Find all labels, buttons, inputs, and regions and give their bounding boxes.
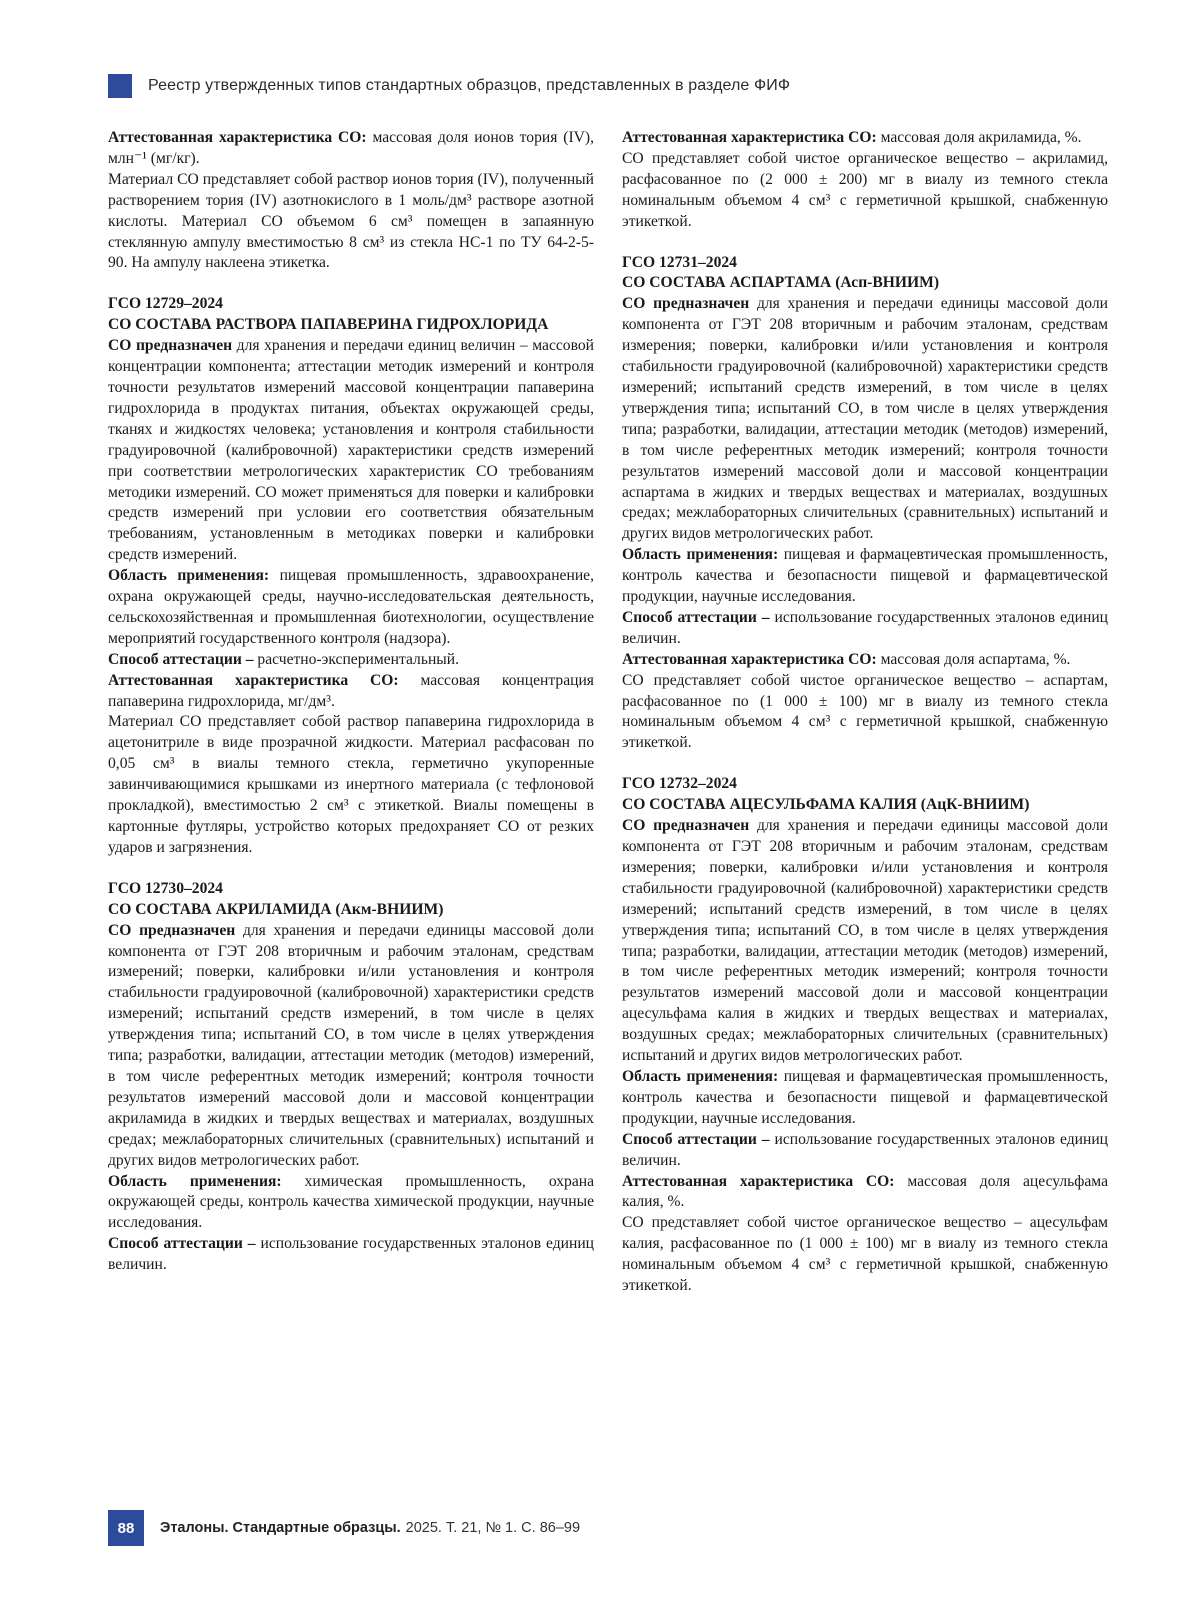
char-label: Аттестованная характеристика СО: xyxy=(622,650,877,668)
char-text: массовая доля ацесульфама калия, %. xyxy=(622,1172,1108,1211)
entry-code: ГСО 12729–2024 xyxy=(108,295,223,313)
char-label: Аттестованная характеристика СО: xyxy=(108,129,367,146)
entry-title: СО СОСТАВА АСПАРТАМА (Асп-ВНИИМ) xyxy=(622,274,940,292)
method-text: использование государственных эталонов единиц величин. xyxy=(622,608,1109,647)
method-text: использование государственных эталонов единиц величин. xyxy=(622,1130,1109,1169)
area-label: Область применения: xyxy=(622,546,779,564)
char-text: массовая доля акриламида, %. xyxy=(880,129,1082,146)
area-text: химическая промышленность, охрана окружающей среды, контроль качества химической продукции, научные исследования. xyxy=(108,1172,595,1232)
page-number: 88 xyxy=(108,1510,144,1546)
method-label: Способ аттестации – xyxy=(108,650,254,668)
entry-method xyxy=(622,1130,1108,1172)
entry-title: СО СОСТАВА АЦЕСУЛЬФАМА КАЛИЯ (АцК-ВНИИМ) xyxy=(622,796,1030,814)
entry-code: ГСО 12730–2024 xyxy=(108,879,223,897)
area-text: пищевая и фармацевтическая промышленность, контроль качества и безопасности пищевой и фармацевтической продукции, научные исследования. xyxy=(622,1067,1109,1127)
intro-characteristic xyxy=(108,128,594,170)
entry-code: ГСО 12731–2024 xyxy=(622,253,737,271)
char-text: массовая доля аспартама, %. xyxy=(880,650,1071,668)
purpose-text: для хранения и передачи единиц величин – массовой концентрации компонента; аттестации методик измерений и контроля точности результатов измерений массовой концентрации папаверина гидрохлорида в продуктах питания, объектах окружающей среды, тканях и жидкостях человека; установления и контроля стабильности градуировочной (калибровочной) характеристики средств измерений при соответствии метрологических характеристик СО требованиям методики измерений. СО может применяться для поверки и калибровки средств измерений при условии его соответствия обязательным требованиям, установленным в методиках поверки и калибровки средств измерений. xyxy=(108,337,594,564)
header-square-icon xyxy=(108,74,132,98)
entry-method xyxy=(622,608,1108,650)
char-label: Аттестованная характеристика СО: xyxy=(622,1172,895,1190)
entry-title: СО СОСТАВА РАСТВОРА ПАПАВЕРИНА ГИДРОХЛОРИДА xyxy=(108,316,549,334)
entry-characteristic xyxy=(108,671,594,713)
purpose-text: для хранения и передачи единицы массовой доли компонента от ГЭТ 208 вторичным и рабочим эталонам, средствам измерения; поверки, калибровки и/или установления и контроля стабильности градуировочной (калибровочной) характеристики средств измерений; испытаний средств измерений, в том числе в целях утверждения типа; испытаний СО, в том числе в целях утверждения типа; разработки, валидации, аттестации методик (методов) измерений, в том числе референтных методик измерений; контроля точности результатов измерений массовой доли и массовой концентрации ацесульфама калия в жидких и твердых веществах и материалах, воздушных средах; межлабораторных сличительных (сравнительных) испытаний и других видов метрологических работ. xyxy=(622,817,1108,1065)
purpose-label: СО предназначен xyxy=(108,337,233,355)
journal-citation: 2025. Т. 21, № 1. С. 86–99 xyxy=(405,1520,581,1536)
area-label: Область применения: xyxy=(108,1172,282,1190)
char-text: массовая концентрация папаверина гидрохлорида, мг/дм³. xyxy=(108,671,594,710)
entry-material: Материал СО представляет собой раствор папаверина гидрохлорида в ацетонитриле в виде прозрачной жидкости. Материал расфасован по 0,05 см³ в виалы темного стекла, герметично укупоренные завинчивающимися крышками из инертного материала (с тефлоновой прокладкой), вместимостью 2 см³ с этикеткой. Виалы помещены в картонные футляры, устройство которых предохраняет СО от резких ударов и загрязнения. xyxy=(108,713,594,856)
method-text: расчетно-экспериментальный. xyxy=(257,650,460,668)
entry-purpose xyxy=(622,294,1108,545)
intro-material: Материал СО представляет собой раствор ионов тория (IV), полученный растворением тория (IV) азотнокислого в 1 моль/дм³ растворе азотной кислоты. Материал СО объемом 6 см³ помещен в запаянную стеклянную ампулу вместимостью 8 см³ из стекла НС-1 по ТУ 64-2-5-90. На ампулу наклеена этикетка. xyxy=(108,170,594,272)
area-text: пищевая промышленность, здравоохранение, охрана окружающей среды, научно-исследовательская деятельность, сельскохозяйственная и промышленная биотехнологии, осуществление мероприятий государственного контроля (надзора). xyxy=(108,567,594,647)
entry-area xyxy=(108,566,594,650)
entry-purpose xyxy=(108,921,594,1172)
entry-purpose xyxy=(622,816,1108,1067)
method-label: Способ аттестации – xyxy=(622,608,770,626)
left-column xyxy=(108,128,594,1276)
header-title: Реестр утвержденных типов стандартных образцов, представленных в разделе ФИФ xyxy=(148,77,791,94)
running-header xyxy=(108,74,790,98)
area-text: пищевая и фармацевтическая промышленность, контроль качества и безопасности пищевой и фармацевтической продукции, научные исследования. xyxy=(622,546,1109,606)
purpose-label: СО предназначен xyxy=(108,921,236,939)
char-label: Аттестованная характеристика СО: xyxy=(622,129,877,146)
right-column xyxy=(622,128,1108,1297)
entry-code: ГСО 12732–2024 xyxy=(622,775,737,793)
area-label: Область применения: xyxy=(108,567,270,585)
entry-characteristic xyxy=(622,1172,1108,1214)
entry-material: СО представляет собой чистое органическое вещество – ацесульфам калия, расфасованное по (1 000 ± 100) мг в виалу из темного стекла номинальным объемом 4 см³ с герметичной крышкой, снабженную этикеткой. xyxy=(622,1214,1108,1295)
method-label: Способ аттестации – xyxy=(622,1130,770,1148)
char-label: Аттестованная характеристика СО: xyxy=(108,671,399,689)
entry-method xyxy=(108,650,594,671)
purpose-text: для хранения и передачи единицы массовой доли компонента от ГЭТ 208 вторичным и рабочим эталонам, средствам измерения; поверки, калибровки и/или установления и контроля стабильности градуировочной (калибровочной) характеристики средств измерений; испытаний средств измерений, в том числе в целях утверждения типа; испытаний СО, в том числе в целях утверждения типа; разработки, валидации, аттестации методик (методов) измерений, в том числе референтных методик измерений; контроля точности результатов измерений массовой доли и массовой концентрации аспартама в жидких и твердых веществах и материалах, воздушных средах; межлабораторных сличительных (сравнительных) испытаний и других видов метрологических работ. xyxy=(622,295,1108,543)
entry-purpose xyxy=(108,336,594,566)
purpose-text: для хранения и передачи единицы массовой доли компонента от ГЭТ 208 вторичным и рабочим эталонам, средствам измерений; поверки, калибровки и/или установления и контроля стабильности градуировочной (калибровочной) характеристики средств измерений; испытаний средств измерений, в том числе в целях утверждения типа; испытаний СО, в том числе в целях утверждения типа; разработки, валидации, аттестации методик (методов) измерений, в том числе референтных методик измерений; контроля точности результатов измерений массовой доли и массовой концентрации акриламида в жидких и твердых веществах и материалах, воздушных средах; межлабораторных сличительных (сравнительных) испытаний и других видов метрологических работ. xyxy=(108,921,594,1169)
entry-area xyxy=(108,1172,594,1235)
entry-characteristic xyxy=(622,650,1108,671)
entry-material: СО представляет собой чистое органическое вещество – аспартам, расфасованное по (1 000 ± 100) мг в виалу из темного стекла номинальным объемом 4 см³ с герметичной крышкой, снабженную этикеткой. xyxy=(622,671,1108,752)
entry-characteristic xyxy=(622,128,1108,149)
page-footer xyxy=(108,1510,580,1546)
method-label: Способ аттестации – xyxy=(108,1235,256,1253)
entry-title: СО СОСТАВА АКРИЛАМИДА (Акм-ВНИИМ) xyxy=(108,900,444,918)
area-label: Область применения: xyxy=(622,1067,779,1085)
char-text: массовая доля ионов тория (IV), млн⁻¹ (мг/кг). xyxy=(108,129,594,167)
purpose-label: СО предназначен xyxy=(622,295,750,313)
entry-material: СО представляет собой чистое органическое вещество – акриламид, расфасованное по (2 000 ± 200) мг в виалу из темного стекла номинальным объемом 4 см³ с герметичной крышкой, снабженную этикеткой. xyxy=(622,149,1108,230)
purpose-label: СО предназначен xyxy=(622,817,750,835)
entry-area xyxy=(622,545,1108,608)
entry-method xyxy=(108,1234,594,1276)
journal-name: Эталоны. Стандартные образцы. xyxy=(160,1520,401,1536)
entry-area xyxy=(622,1067,1108,1130)
method-text: использование государственных эталонов единиц величин. xyxy=(108,1235,595,1274)
